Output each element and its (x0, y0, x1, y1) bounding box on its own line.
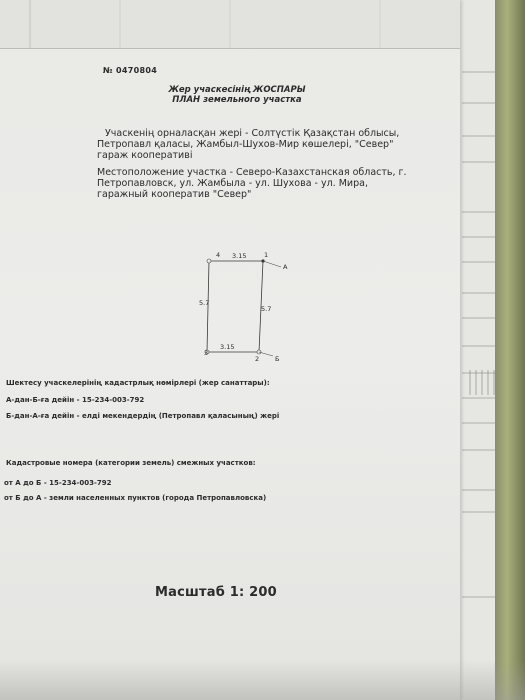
location-ru-line-2: Петропавловск, ул. Жамбыла - ул. Шухова - ул. Мира, (97, 178, 368, 189)
corner-marker-4 (207, 259, 211, 263)
bottom-shadow (0, 660, 525, 700)
label-left-length: 5.7 (199, 299, 210, 307)
pointer-a (263, 261, 281, 267)
adjacent-kz-heading: Шектесу учаскелерінің кадастрлық нөмірлері (жер санаттары): (6, 379, 270, 387)
adjacent-kz-a-to-b: А-дан-Б-ға дейін - 15-234-003-792 (6, 396, 145, 404)
title-russian: ПЛАН земельного участка (172, 95, 302, 105)
document-number: № 0470804 (103, 66, 158, 75)
scale-label: Масштаб 1: 200 (155, 585, 277, 600)
plot-boundary (207, 261, 263, 352)
plot-plan-diagram (185, 245, 295, 370)
adjacent-ru-a-to-b: от А до Б - 15-234-003-792 (4, 479, 112, 487)
label-corner-3: 3 (204, 349, 209, 357)
label-corner-1: 1 (264, 251, 269, 259)
label-point-a: А (283, 263, 288, 271)
adjacent-ru-b-to-a: от Б до А - земли населенных пунктов (города Петропавловска) (4, 494, 267, 502)
location-kazakh (97, 128, 442, 161)
label-right-length: 5.7 (261, 305, 272, 313)
page-top-strip (0, 0, 460, 49)
adjacent-ru-heading: Кадастровые номера (категории земель) смежных участков: (6, 459, 256, 467)
label-corner-4: 4 (216, 251, 221, 259)
label-top-length: 3.15 (232, 252, 247, 260)
pointer-b (259, 352, 273, 356)
location-ru-line-3: гаражный кооператив "Север" (97, 189, 252, 200)
label-point-b: Б (275, 355, 280, 363)
location-kz-line-1: Учаскенің орналасқан жері - Солтүстік Қазақстан облысы, (105, 128, 400, 139)
location-kz-line-2: Петропавл қаласы, Жамбыл-Шухов-Мир көшелері, "Север" (97, 139, 394, 150)
title-kazakh: Жер учаскесінің ЖОСПАРЫ (168, 85, 306, 95)
location-russian (97, 167, 442, 200)
location-ru-line-1: Местоположение участка - Северо-Казахстанская область, г. (97, 167, 407, 178)
table-surface (495, 0, 525, 700)
top-strip-lines (0, 0, 460, 48)
label-corner-2: 2 (255, 355, 260, 363)
label-bottom-length: 3.15 (220, 343, 235, 351)
location-kz-line-3: гараж кооперативі (97, 150, 193, 161)
adjacent-kz-b-to-a: Б-дан-А-ға дейін - елді мекендердің (Петропавл қаласының) жері (6, 412, 280, 420)
